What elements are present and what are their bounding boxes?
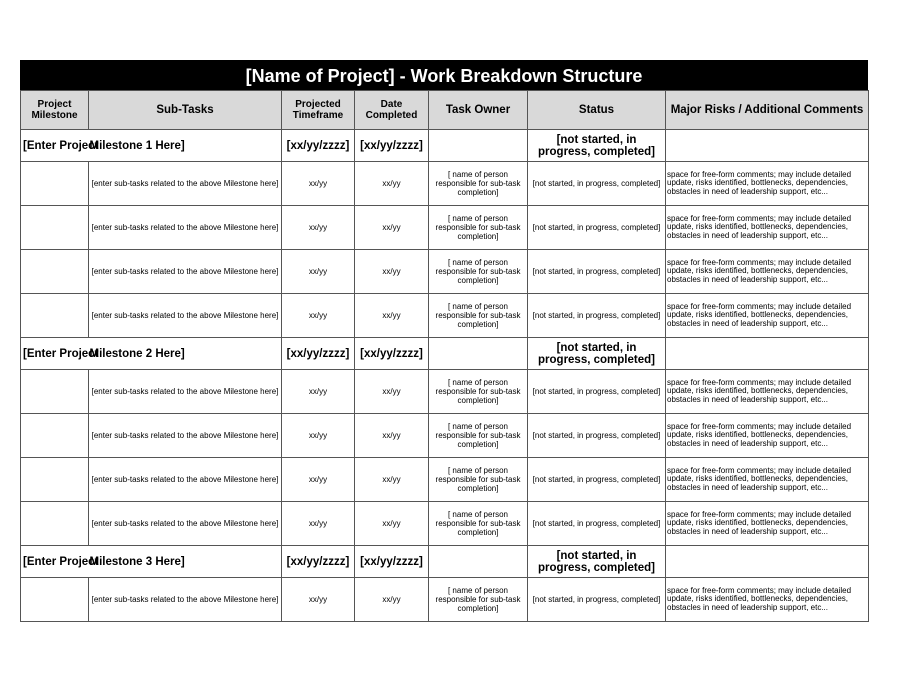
milestone-name-cont-cell[interactable]: Milestone 3 Here] bbox=[89, 546, 282, 578]
subtask-comment-cell[interactable]: space for free-form comments; may include detailed update, risks identified, bottlenecks, dependencies, obstacles in need of leadership support, etc... bbox=[666, 578, 869, 622]
subtask-milestone-cell[interactable] bbox=[21, 578, 89, 622]
subtask-status-cell[interactable]: [not started, in progress, completed] bbox=[528, 294, 666, 338]
milestone-completed-cell[interactable]: [xx/yy/zzzz] bbox=[355, 338, 429, 370]
subtask-status-cell[interactable]: [not started, in progress, completed] bbox=[528, 502, 666, 546]
milestone-completed-cell[interactable]: [xx/yy/zzzz] bbox=[355, 130, 429, 162]
subtask-comment-cell[interactable]: space for free-form comments; may include detailed update, risks identified, bottlenecks, dependencies, obstacles in need of leadership support, etc... bbox=[666, 414, 869, 458]
milestone-name-cell[interactable]: [Enter Project bbox=[21, 130, 89, 162]
subtask-timeframe-cell[interactable]: xx/yy bbox=[282, 502, 355, 546]
subtask-name-cell[interactable]: [enter sub-tasks related to the above Milestone here] bbox=[89, 578, 282, 622]
subtask-row bbox=[21, 206, 869, 250]
subtask-completed-cell[interactable]: xx/yy bbox=[355, 370, 429, 414]
subtask-comment-cell[interactable]: space for free-form comments; may include detailed update, risks identified, bottlenecks, dependencies, obstacles in need of leadership support, etc... bbox=[666, 294, 869, 338]
subtask-row bbox=[21, 502, 869, 546]
subtask-milestone-cell[interactable] bbox=[21, 370, 89, 414]
subtask-timeframe-cell[interactable]: xx/yy bbox=[282, 250, 355, 294]
wbs-table bbox=[20, 90, 869, 622]
subtask-completed-cell[interactable]: xx/yy bbox=[355, 414, 429, 458]
subtask-owner-cell[interactable]: [ name of person responsible for sub-task completion] bbox=[429, 206, 528, 250]
header-date-completed[interactable]: Date Completed bbox=[355, 91, 429, 130]
header-timeframe[interactable]: Projected Timeframe bbox=[282, 91, 355, 130]
subtask-comment-cell[interactable]: space for free-form comments; may include detailed update, risks identified, bottlenecks, dependencies, obstacles in need of leadership support, etc... bbox=[666, 250, 869, 294]
milestone-comment-cell[interactable] bbox=[666, 546, 869, 578]
subtask-name-cell[interactable]: [enter sub-tasks related to the above Milestone here] bbox=[89, 370, 282, 414]
subtask-milestone-cell[interactable] bbox=[21, 294, 89, 338]
subtask-comment-cell[interactable]: space for free-form comments; may include detailed update, risks identified, bottlenecks, dependencies, obstacles in need of leadership support, etc... bbox=[666, 502, 869, 546]
subtask-name-cell[interactable]: [enter sub-tasks related to the above Milestone here] bbox=[89, 294, 282, 338]
subtask-owner-cell[interactable]: [ name of person responsible for sub-task completion] bbox=[429, 294, 528, 338]
milestone-status-cell[interactable]: [not started, in progress, completed] bbox=[528, 130, 666, 162]
subtask-row bbox=[21, 578, 869, 622]
milestone-name-cell[interactable]: [Enter Project bbox=[21, 338, 89, 370]
subtask-completed-cell[interactable]: xx/yy bbox=[355, 162, 429, 206]
subtask-status-cell[interactable]: [not started, in progress, completed] bbox=[528, 458, 666, 502]
subtask-timeframe-cell[interactable]: xx/yy bbox=[282, 578, 355, 622]
subtask-milestone-cell[interactable] bbox=[21, 502, 89, 546]
subtask-row bbox=[21, 414, 869, 458]
subtask-status-cell[interactable]: [not started, in progress, completed] bbox=[528, 414, 666, 458]
subtask-owner-cell[interactable]: [ name of person responsible for sub-task completion] bbox=[429, 370, 528, 414]
subtask-row bbox=[21, 162, 869, 206]
subtask-completed-cell[interactable]: xx/yy bbox=[355, 578, 429, 622]
subtask-row bbox=[21, 250, 869, 294]
milestone-name-cell[interactable]: [Enter Project bbox=[21, 546, 89, 578]
header-risks[interactable]: Major Risks / Additional Comments bbox=[666, 91, 869, 130]
subtask-milestone-cell[interactable] bbox=[21, 206, 89, 250]
subtask-owner-cell[interactable]: [ name of person responsible for sub-task completion] bbox=[429, 502, 528, 546]
subtask-status-cell[interactable]: [not started, in progress, completed] bbox=[528, 578, 666, 622]
header-status[interactable]: Status bbox=[528, 91, 666, 130]
subtask-name-cell[interactable]: [enter sub-tasks related to the above Milestone here] bbox=[89, 206, 282, 250]
milestone-completed-cell[interactable]: [xx/yy/zzzz] bbox=[355, 546, 429, 578]
subtask-comment-cell[interactable]: space for free-form comments; may include detailed update, risks identified, bottlenecks, dependencies, obstacles in need of leadership support, etc... bbox=[666, 162, 869, 206]
milestone-timeframe-cell[interactable]: [xx/yy/zzzz] bbox=[282, 130, 355, 162]
subtask-comment-cell[interactable]: space for free-form comments; may include detailed update, risks identified, bottlenecks, dependencies, obstacles in need of leadership support, etc... bbox=[666, 206, 869, 250]
subtask-timeframe-cell[interactable]: xx/yy bbox=[282, 294, 355, 338]
subtask-completed-cell[interactable]: xx/yy bbox=[355, 458, 429, 502]
subtask-comment-cell[interactable]: space for free-form comments; may include detailed update, risks identified, bottlenecks, dependencies, obstacles in need of leadership support, etc... bbox=[666, 370, 869, 414]
subtask-name-cell[interactable]: [enter sub-tasks related to the above Milestone here] bbox=[89, 250, 282, 294]
subtask-milestone-cell[interactable] bbox=[21, 162, 89, 206]
milestone-name-cont-cell[interactable]: Milestone 2 Here] bbox=[89, 338, 282, 370]
milestone-owner-cell[interactable] bbox=[429, 546, 528, 578]
subtask-timeframe-cell[interactable]: xx/yy bbox=[282, 458, 355, 502]
header-subtasks[interactable]: Sub-Tasks bbox=[89, 91, 282, 130]
subtask-completed-cell[interactable]: xx/yy bbox=[355, 502, 429, 546]
subtask-comment-cell[interactable]: space for free-form comments; may include detailed update, risks identified, bottlenecks, dependencies, obstacles in need of leadership support, etc... bbox=[666, 458, 869, 502]
subtask-name-cell[interactable]: [enter sub-tasks related to the above Milestone here] bbox=[89, 162, 282, 206]
milestone-comment-cell[interactable] bbox=[666, 338, 869, 370]
subtask-name-cell[interactable]: [enter sub-tasks related to the above Milestone here] bbox=[89, 458, 282, 502]
wbs-sheet bbox=[20, 60, 868, 622]
subtask-row bbox=[21, 370, 869, 414]
subtask-name-cell[interactable]: [enter sub-tasks related to the above Milestone here] bbox=[89, 414, 282, 458]
subtask-completed-cell[interactable]: xx/yy bbox=[355, 294, 429, 338]
subtask-completed-cell[interactable]: xx/yy bbox=[355, 250, 429, 294]
subtask-owner-cell[interactable]: [ name of person responsible for sub-task completion] bbox=[429, 162, 528, 206]
subtask-milestone-cell[interactable] bbox=[21, 458, 89, 502]
milestone-status-cell[interactable]: [not started, in progress, completed] bbox=[528, 338, 666, 370]
subtask-owner-cell[interactable]: [ name of person responsible for sub-task completion] bbox=[429, 414, 528, 458]
subtask-owner-cell[interactable]: [ name of person responsible for sub-task completion] bbox=[429, 250, 528, 294]
subtask-row bbox=[21, 294, 869, 338]
subtask-timeframe-cell[interactable]: xx/yy bbox=[282, 206, 355, 250]
milestone-timeframe-cell[interactable]: [xx/yy/zzzz] bbox=[282, 338, 355, 370]
milestone-row bbox=[21, 338, 869, 370]
milestone-row bbox=[21, 130, 869, 162]
milestone-row bbox=[21, 546, 869, 578]
subtask-timeframe-cell[interactable]: xx/yy bbox=[282, 370, 355, 414]
milestone-owner-cell[interactable] bbox=[429, 338, 528, 370]
subtask-status-cell[interactable]: [not started, in progress, completed] bbox=[528, 162, 666, 206]
milestone-status-cell[interactable]: [not started, in progress, completed] bbox=[528, 546, 666, 578]
subtask-timeframe-cell[interactable]: xx/yy bbox=[282, 414, 355, 458]
subtask-completed-cell[interactable]: xx/yy bbox=[355, 206, 429, 250]
subtask-status-cell[interactable]: [not started, in progress, completed] bbox=[528, 250, 666, 294]
sheet-title[interactable]: [Name of Project] - Work Breakdown Structure bbox=[20, 60, 868, 90]
milestone-name-cont-cell[interactable]: Milestone 1 Here] bbox=[89, 130, 282, 162]
milestone-timeframe-cell[interactable]: [xx/yy/zzzz] bbox=[282, 546, 355, 578]
milestone-owner-cell[interactable] bbox=[429, 130, 528, 162]
subtask-owner-cell[interactable]: [ name of person responsible for sub-task completion] bbox=[429, 578, 528, 622]
header-row bbox=[21, 91, 869, 130]
subtask-status-cell[interactable]: [not started, in progress, completed] bbox=[528, 206, 666, 250]
subtask-timeframe-cell[interactable]: xx/yy bbox=[282, 162, 355, 206]
wbs-body bbox=[21, 130, 869, 622]
subtask-row bbox=[21, 458, 869, 502]
subtask-milestone-cell[interactable] bbox=[21, 250, 89, 294]
subtask-owner-cell[interactable]: [ name of person responsible for sub-task completion] bbox=[429, 458, 528, 502]
header-milestone[interactable]: Project Milestone bbox=[21, 91, 89, 130]
subtask-status-cell[interactable]: [not started, in progress, completed] bbox=[528, 370, 666, 414]
subtask-milestone-cell[interactable] bbox=[21, 414, 89, 458]
subtask-name-cell[interactable]: [enter sub-tasks related to the above Milestone here] bbox=[89, 502, 282, 546]
milestone-comment-cell[interactable] bbox=[666, 130, 869, 162]
header-task-owner[interactable]: Task Owner bbox=[429, 91, 528, 130]
